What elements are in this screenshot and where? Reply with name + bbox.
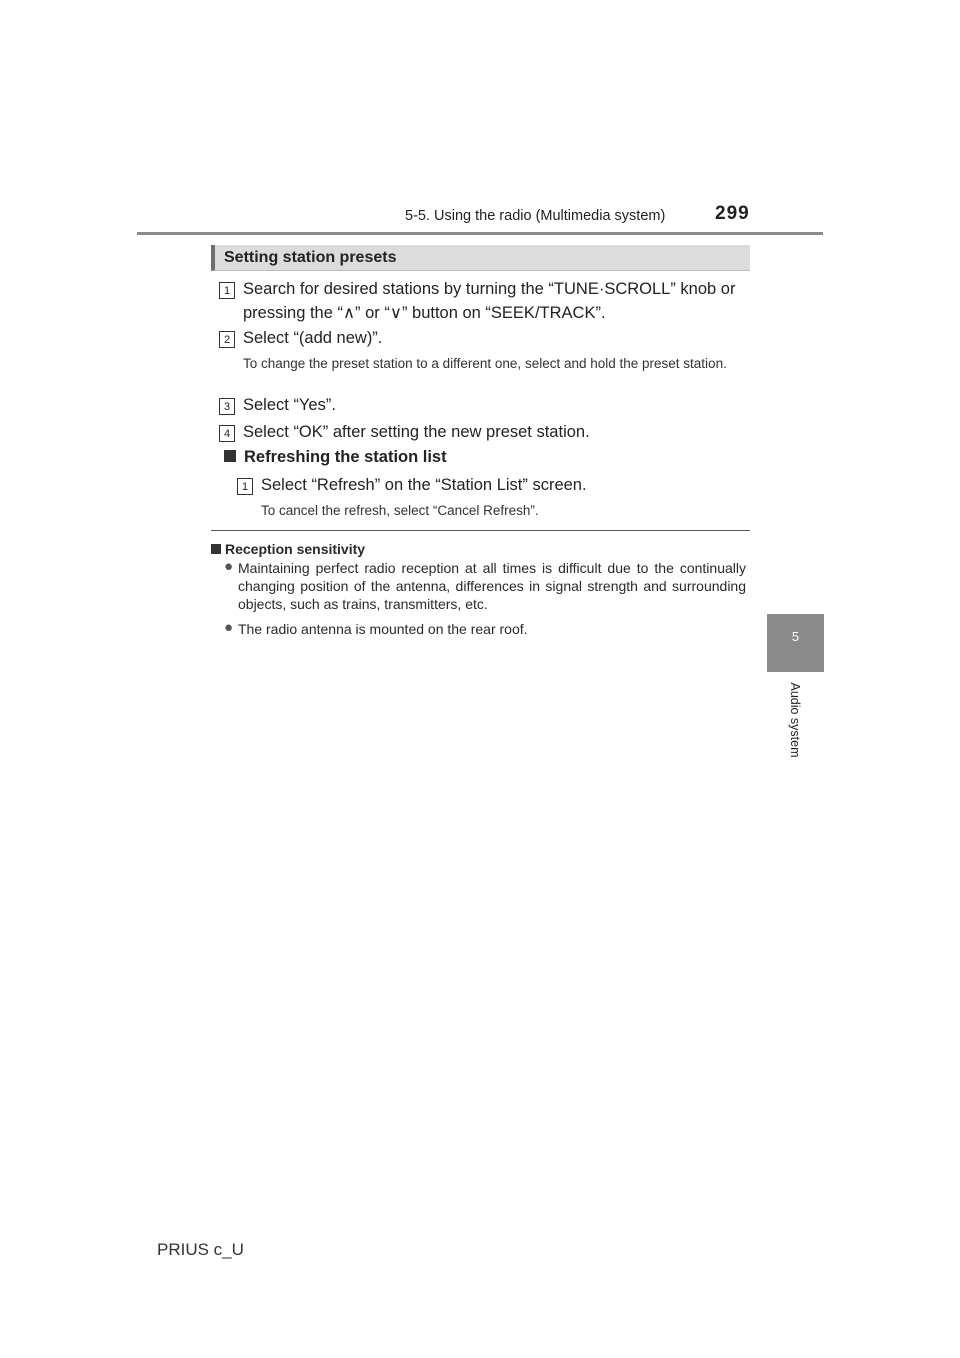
step-3-text: Select “Yes”.	[243, 396, 336, 414]
page-number: 299	[715, 203, 750, 224]
subsection-heading-text: Refreshing the station list	[244, 448, 447, 466]
step-number-box: 2	[219, 331, 235, 348]
circle-bullet-icon: ●	[224, 558, 234, 575]
refresh-step-note: To cancel the refresh, select “Cancel Refresh”.	[261, 503, 539, 518]
circle-bullet-icon: ●	[224, 619, 234, 636]
step-number-box: 1	[237, 478, 253, 495]
chapter-label: Audio system	[788, 682, 802, 758]
subsection-heading	[224, 448, 447, 467]
step-1-text-line2: pressing the “∧” or “∨” button on “SEEK/TRACK”.	[243, 304, 606, 322]
section-heading-text: Setting station presets	[224, 249, 397, 266]
notes-heading	[211, 540, 365, 558]
step-1-text-line1: Search for desired stations by turning the “TUNE·SCROLL” knob or	[243, 280, 736, 298]
section-heading	[211, 245, 750, 271]
square-bullet-icon	[224, 450, 236, 462]
footer-model: PRIUS c_U	[157, 1240, 244, 1259]
step-number-box: 4	[219, 425, 235, 442]
step-number-box: 1	[219, 282, 235, 299]
note-bullet-2: The radio antenna is mounted on the rear roof.	[238, 621, 528, 637]
section-divider	[211, 530, 750, 531]
chapter-number: 5	[791, 629, 800, 644]
step-number-box: 3	[219, 398, 235, 415]
refresh-step-text: Select “Refresh” on the “Station List” screen.	[261, 476, 587, 494]
step-2-note: To change the preset station to a different one, select and hold the preset station.	[243, 356, 727, 371]
square-bullet-icon	[211, 544, 221, 554]
header-rule	[137, 232, 823, 235]
note-bullet-1: Maintaining perfect radio reception at all times is difficult due to the continually changing position of the antenna, differences in signal strength and surrounding objects, such as trains, transmitters, etc.	[238, 560, 746, 612]
step-4-text: Select “OK” after setting the new preset station.	[243, 423, 590, 441]
header-section-title: 5-5. Using the radio (Multimedia system)	[405, 208, 666, 224]
notes-heading-text: Reception sensitivity	[225, 541, 366, 557]
step-2-text: Select “(add new)”.	[243, 329, 383, 347]
